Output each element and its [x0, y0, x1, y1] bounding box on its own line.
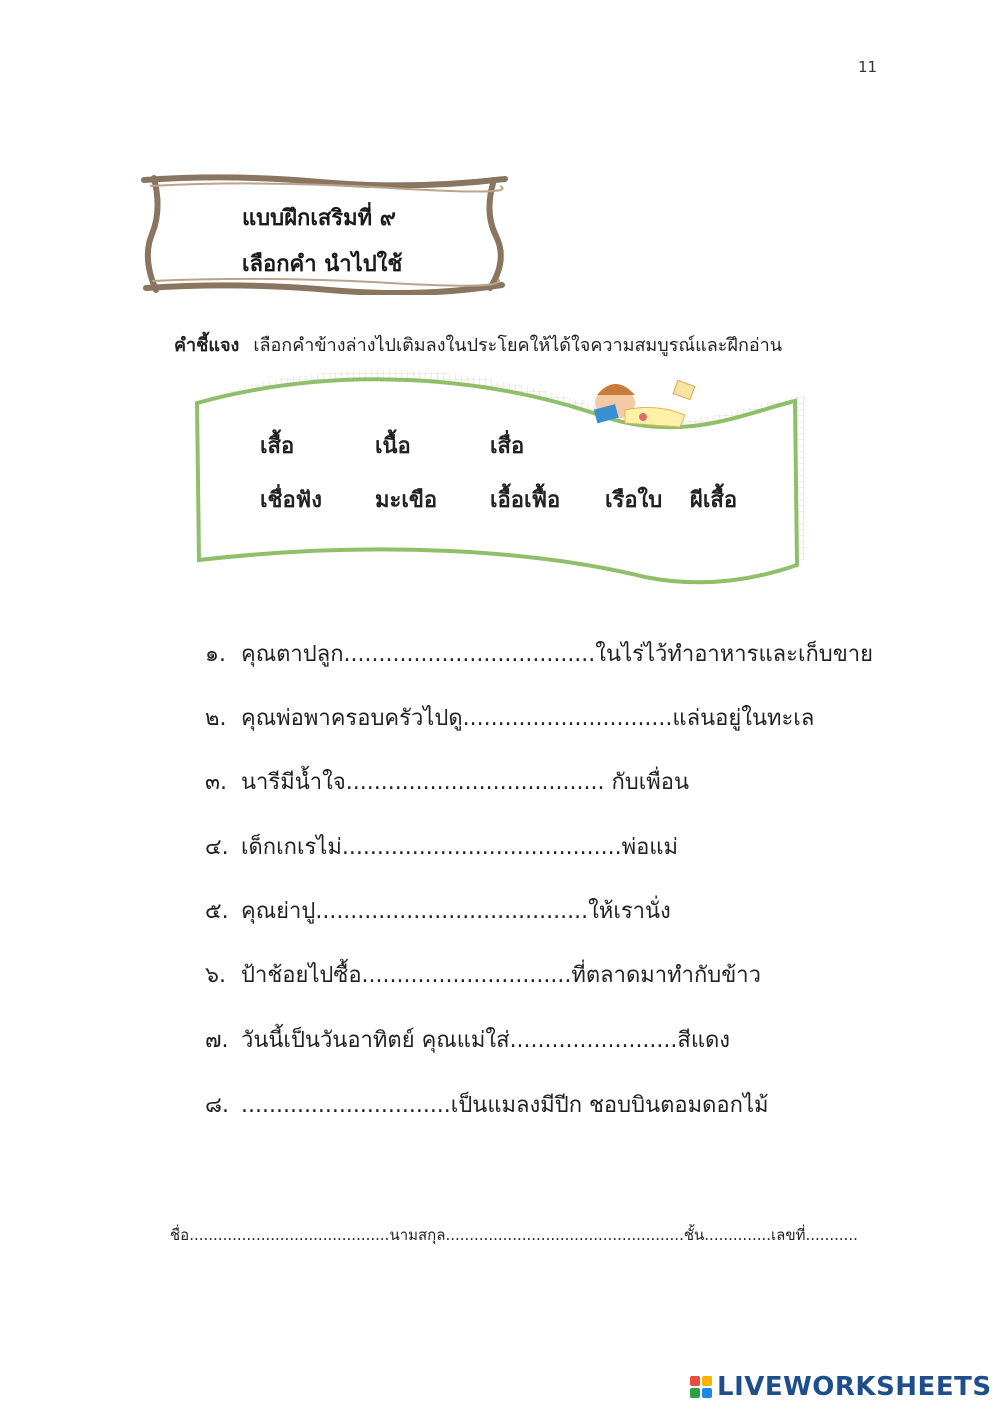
worksheet-title: แบบฝึกเสริมที่ ๙: [242, 206, 396, 231]
question-item[interactable]: [205, 1022, 730, 1057]
question-item[interactable]: [205, 893, 671, 928]
instruction-text: เลือกคำข้างล่างไปเติมลงในประโยคให้ได้ใจความสมบูรณ์และฝึกอ่าน: [253, 335, 783, 356]
liveworksheets-logo-icon: [690, 1376, 712, 1398]
question-number: ๗.: [205, 1028, 229, 1053]
question-text: ..............................เป็นแมลงมีปีก ชอบบินตอมดอกไม้: [241, 1093, 769, 1118]
word-option: เสื้อ: [260, 434, 295, 459]
question-text: นารีมีน้ำใจ..................................... กับเพื่อน: [241, 770, 690, 795]
question-item[interactable]: [205, 764, 689, 799]
question-number: ๘.: [205, 1093, 229, 1118]
question-item[interactable]: [205, 1087, 769, 1122]
banner-illustration: [185, 355, 815, 595]
word-option: เสื่อ: [490, 434, 525, 459]
question-number: ๔.: [205, 835, 229, 860]
question-item[interactable]: [205, 957, 761, 992]
question-number: ๖.: [205, 963, 226, 988]
liveworksheets-logo: [690, 1370, 992, 1404]
question-item[interactable]: [205, 636, 873, 671]
question-text: เด็กเกเรไม่........................................พ่อแม่: [241, 835, 678, 860]
word-option: เนื้อ: [375, 434, 411, 459]
student-info-line[interactable]: ชื่อ..........................................นามสกุล..................................................ชั้น..............เลขที่...........: [170, 1226, 858, 1244]
word-option: เอื้อเฟื้อ: [490, 488, 561, 513]
title-frame: [140, 170, 510, 295]
girl-reading-illustration: [594, 380, 695, 427]
word-option: มะเขือ: [375, 488, 438, 513]
question-number: ๑.: [205, 642, 226, 667]
word-bank-banner: [185, 355, 815, 595]
question-text: วันนี้เป็นวันอาทิตย์ คุณแม่ใส่........................สีแดง: [241, 1028, 731, 1053]
word-option: ผีเสื้อ: [690, 488, 738, 513]
question-item[interactable]: [205, 829, 678, 864]
liveworksheets-logo-text: LIVEWORKSHEETS: [717, 1372, 992, 1402]
word-option: เชื่อฟัง: [260, 488, 322, 513]
question-text: คุณพ่อพาครอบครัวไปดู..............................แล่นอยู่ในทะเล: [241, 706, 815, 731]
question-number: ๓.: [205, 770, 228, 795]
worksheet-subtitle: เลือกคำ นำไปใช้: [242, 252, 403, 277]
question-text: คุณย่าปู.......................................ให้เรานั่ง: [241, 899, 671, 924]
question-number: ๒.: [205, 706, 227, 731]
question-number: ๕.: [205, 899, 229, 924]
instruction-label: คำชี้แจง: [174, 335, 240, 356]
word-option: เรือใบ: [605, 488, 663, 513]
question-text: ป้าช้อยไปซื้อ..............................ที่ตลาดมาทำกับข้าว: [241, 963, 761, 988]
question-text: คุณตาปลูก....................................ในไร่ไว้ทำอาหารและเก็บขาย: [241, 642, 874, 667]
question-item[interactable]: [205, 700, 814, 735]
page-number: 11: [858, 58, 878, 76]
